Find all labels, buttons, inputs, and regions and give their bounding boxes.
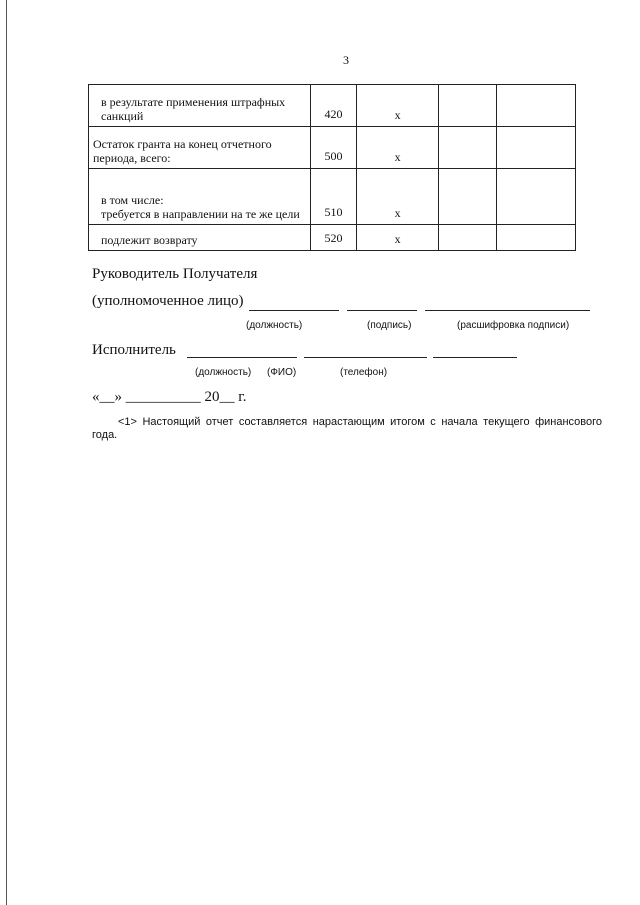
table-row	[89, 169, 576, 225]
executor-position-caption: (должность)	[195, 367, 252, 378]
head-decoding-line	[425, 310, 590, 311]
empty-cell	[497, 169, 576, 225]
row-name: в результате применения штрафных санкций	[89, 85, 311, 127]
page-left-border	[6, 0, 7, 905]
table-row	[89, 85, 576, 127]
head-label-line1: Руководитель Получателя	[92, 266, 258, 282]
head-signature-caption: (подпись)	[367, 320, 412, 331]
row-x-mark: х	[356, 225, 439, 251]
row-x-mark: х	[356, 127, 439, 169]
empty-cell	[439, 169, 497, 225]
row-name: подлежит возврату	[89, 225, 311, 251]
empty-cell	[497, 127, 576, 169]
row-name: в том числе: требуется в направлении на те же цели	[89, 169, 311, 225]
date-line: «__» __________ 20__ г.	[92, 389, 247, 405]
row-x-mark: х	[356, 169, 439, 225]
row-name: Остаток гранта на конец отчетного периода, всего:	[89, 127, 311, 169]
table-row	[89, 225, 576, 251]
row-code: 500	[311, 127, 357, 169]
empty-cell	[439, 85, 497, 127]
executor-fio-caption: (ФИО)	[267, 367, 297, 378]
empty-cell	[439, 127, 497, 169]
executor-fio-line	[304, 357, 427, 358]
empty-cell	[497, 225, 576, 251]
footnote: <1> Настоящий отчет составляется нарастающим итогом с начала текущего финансового года.	[92, 416, 602, 441]
empty-cell	[439, 225, 497, 251]
executor-position-line	[187, 357, 297, 358]
executor-phone-line	[433, 357, 517, 358]
row-x-mark: х	[356, 85, 439, 127]
executor-phone-caption: (телефон)	[340, 367, 388, 378]
report-table	[88, 84, 576, 251]
head-signature-line	[347, 310, 417, 311]
empty-cell	[497, 85, 576, 127]
row-code: 510	[311, 169, 357, 225]
head-position-line	[249, 310, 339, 311]
table-row	[89, 127, 576, 169]
row-code: 420	[311, 85, 357, 127]
head-position-caption: (должность)	[246, 320, 303, 331]
head-decoding-caption: (расшифровка подписи)	[457, 320, 570, 331]
executor-label: Исполнитель	[92, 342, 176, 358]
page-number: 3	[343, 53, 349, 67]
row-code: 520	[311, 225, 357, 251]
head-label-line2: (уполномоченное лицо)	[92, 293, 244, 309]
